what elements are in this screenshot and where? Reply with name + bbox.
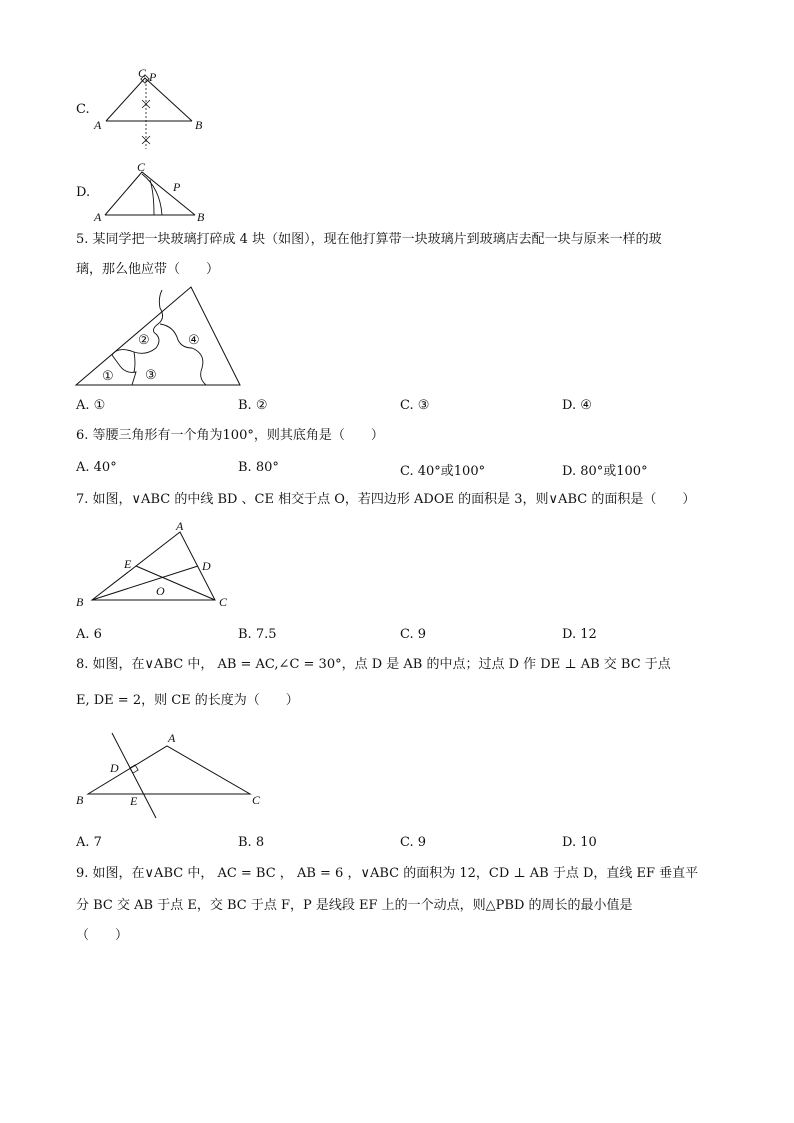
q4d-label-A: A [94,210,102,224]
q8-triangle-figure [72,726,272,821]
q8-label-A: A [168,731,176,745]
q8-stem-line1: 8. 如图，在∨ABC 中， AB = AC,∠C = 30°，点 D 是 AB 的中点；过点 D 作 DE ⊥ AB 交 BC 于点 [76,657,671,672]
q4-figure-d [90,158,230,228]
q7-label-D: D [202,559,211,573]
q4d-label-C: C [137,160,146,174]
q5-option-a[interactable]: A. ① [76,398,106,413]
q7-label-C: C [219,595,228,609]
q5-stem-line2: 璃，那么他应带（ ） [76,262,220,277]
q7-stem: 7. 如图，∨ABC 的中线 BD 、CE 相交于点 O，若四边形 ADOE 的面积是 3，则∨ABC 的面积是（ ） [76,492,696,507]
q4c-label-P: P [149,70,157,84]
q9-stem-line3: （ ） [76,928,129,943]
q6-option-a[interactable]: A. 40° [76,460,117,475]
q8-option-d[interactable]: D. 10 [562,835,597,850]
q6-option-b[interactable]: B. 80° [238,460,279,475]
q5-stem-line1: 5. 某同学把一块玻璃打碎成 4 块（如图），现在他打算带一块玻璃片到玻璃店去配一块与原来一样的玻 [76,232,662,247]
q5-option-b[interactable]: B. ② [238,398,268,413]
q5-option-d[interactable]: D. ④ [562,398,592,413]
q4-option-c-label: C. [76,102,90,117]
q8-label-E: E [130,794,138,808]
q4c-label-A: A [94,118,102,132]
q4c-label-C: C [138,66,147,80]
q8-label-D: D [110,761,119,775]
q7-option-b[interactable]: B. 7.5 [238,627,277,642]
q4d-label-P: P [173,180,181,194]
q6-option-c[interactable]: C. 40°或100° [400,464,486,479]
q7-label-A: A [176,519,184,533]
q6-option-d[interactable]: D. 80°或100° [562,464,648,479]
q7-option-c[interactable]: C. 9 [400,627,427,642]
q5-piece-2: ② [138,332,150,347]
q9-stem-line1: 9. 如图，在∨ABC 中， AC = BC ， AB = 6 ，∨ABC 的面积为 12，CD ⊥ AB 于点 D，直线 EF 垂直平 [76,866,699,881]
q7-triangle-figure [70,518,240,613]
q7-label-B: B [76,595,84,609]
q4c-label-B: B [195,118,203,132]
q7-option-a[interactable]: A. 6 [76,627,102,642]
q5-option-c[interactable]: C. ③ [400,398,430,413]
q6-stem: 6. 等腰三角形有一个角为100°，则其底角是（ ） [76,428,384,443]
q4d-label-B: B [197,210,205,224]
q4-option-d-label: D. [76,185,91,200]
q8-option-b[interactable]: B. 8 [238,835,265,850]
q5-piece-3: ③ [145,367,157,382]
q5-piece-4: ④ [188,332,200,347]
q9-stem-line2: 分 BC 交 AB 于点 E，交 BC 于点 F，P 是线段 EF 上的一个动点，则△PBD 的周长的最小值是 [76,898,633,913]
q5-piece-1: ① [102,368,114,383]
q8-label-C: C [252,793,261,807]
q5-glass-figure [74,284,254,394]
q8-label-B: B [76,793,84,807]
q4-figure-c [90,64,230,154]
q8-option-a[interactable]: A. 7 [76,835,102,850]
q7-option-d[interactable]: D. 12 [562,627,597,642]
q8-option-c[interactable]: C. 9 [400,835,427,850]
q8-stem-line2: E, DE = 2，则 CE 的长度为（ ） [76,693,299,708]
q7-label-O: O [156,584,165,598]
q7-label-E: E [124,557,132,571]
